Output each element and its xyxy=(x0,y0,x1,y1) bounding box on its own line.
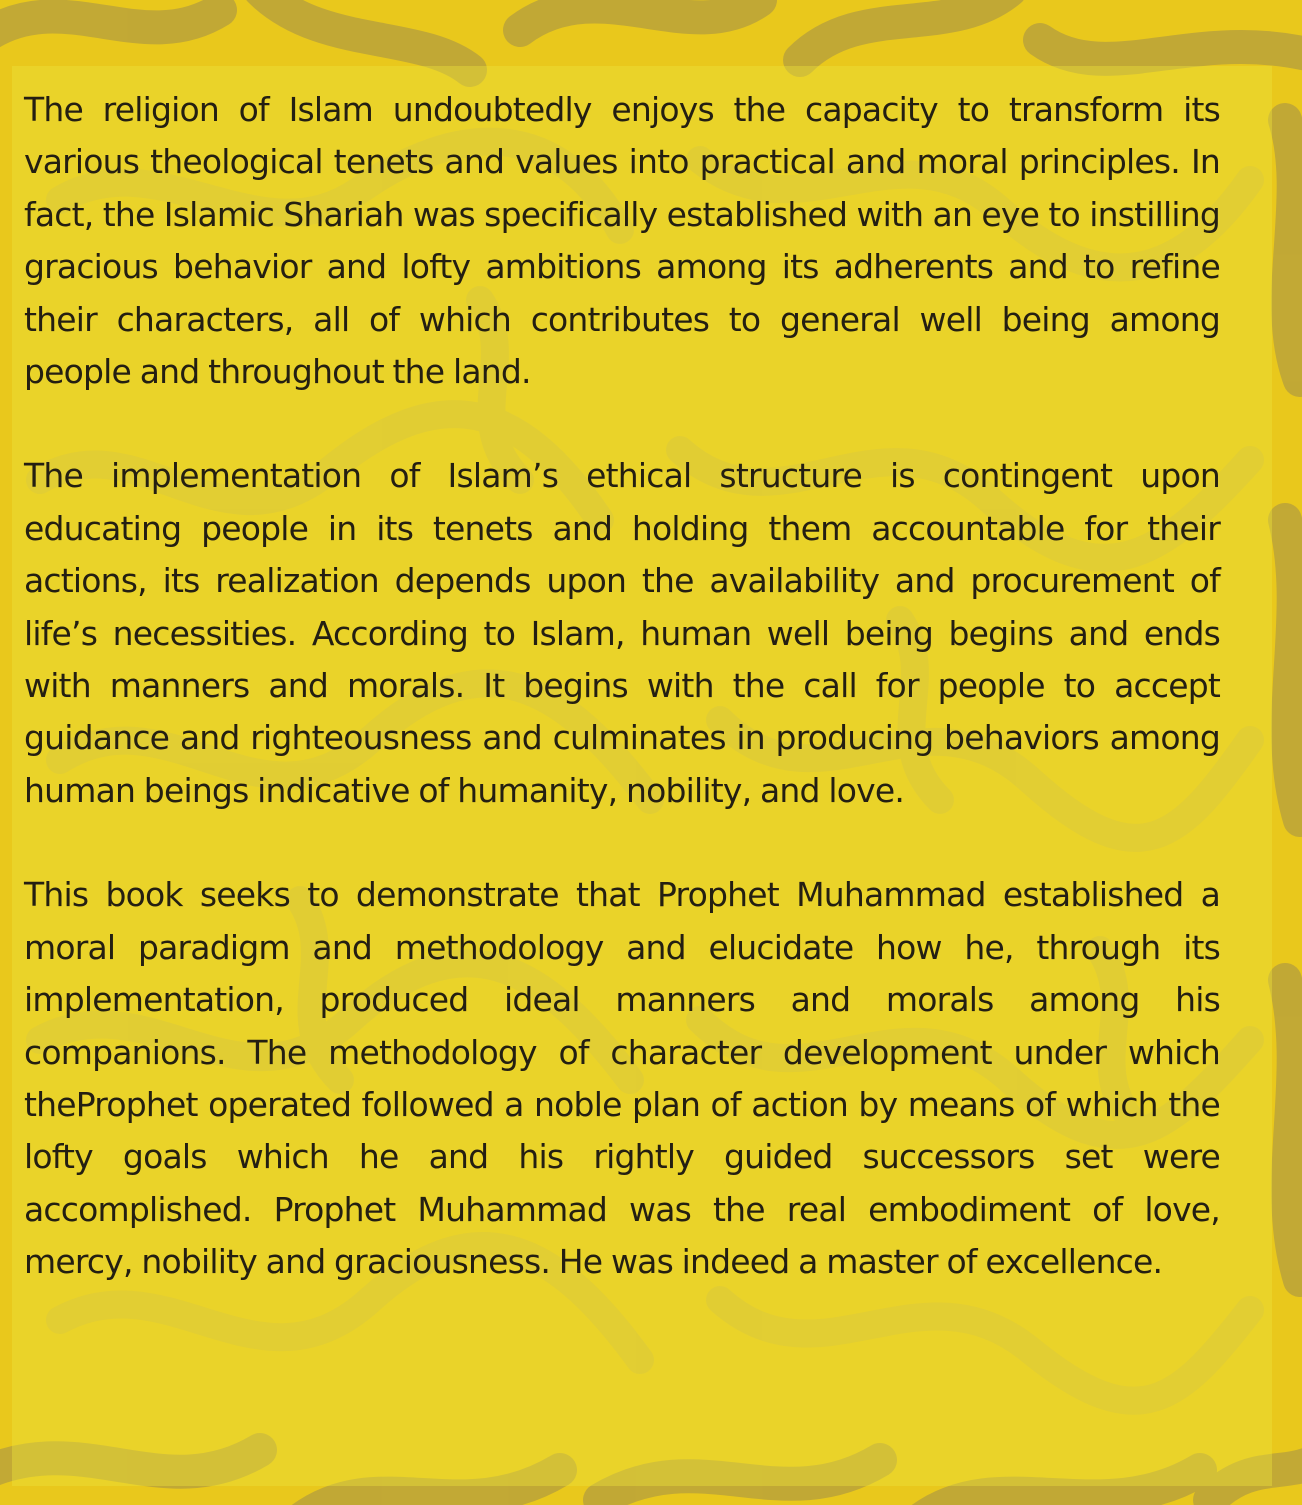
paragraph-1: The religion of Islam undoubtedly enjoys the capacity to transform its various theological tenets and values into practical and moral principles. In fact, the Islamic Shariah was specifically established with an eye to instilling gracious behavior and lofty ambitions among its adherents and to refine their characters, all of which contributes to general well being among people and throughout the land. xyxy=(24,90,1220,392)
paragraph-2: The implementation of Islam’s ethical structure is contingent upon educating people in its tenets and holding them accountable for their actions, its realization depends upon the availability and procurement of life’s necessities. According to Islam, human well being begins and ends with manners and morals. It begins with the call for people to accept guidance and righteousness and culminates in producing behaviors among human beings indicative of humanity, nobility, and love. xyxy=(24,456,1220,810)
book-description xyxy=(24,84,1220,1289)
paragraph-3: This book seeks to demonstrate that Prophet Muhammad established a moral paradigm and methodology and elucidate how he, through its implementation, produced ideal manners and morals among his companions. The methodology of character development under which theProphet operated followed a noble plan of action by means of which the lofty goals which he and his rightly guided successors set were accomplished. Prophet Muhammad was the real embodiment of love, mercy, nobility and graciousness. He was indeed a master of excellence. xyxy=(24,875,1220,1282)
